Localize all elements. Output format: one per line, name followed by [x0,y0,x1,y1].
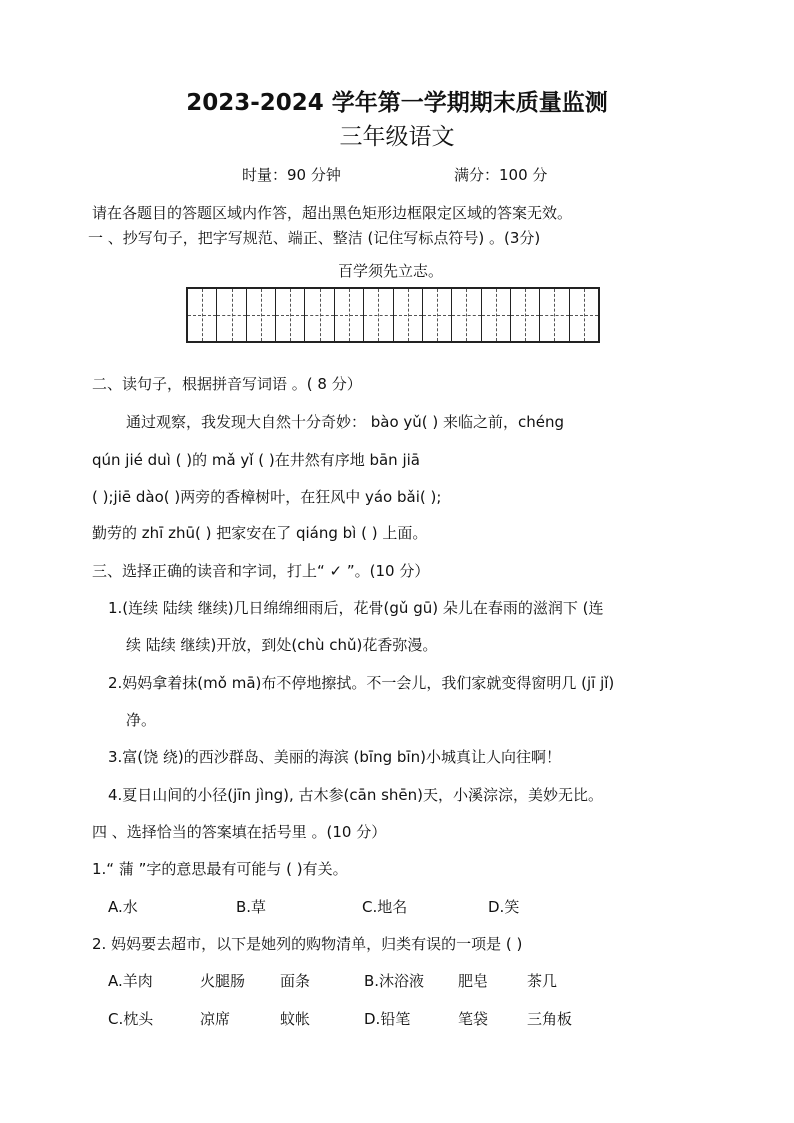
grid-cell[interactable] [305,289,334,341]
q2-heading: 二、读句子，根据拼音写词语 。( 8 分） [92,375,362,393]
grid-cell[interactable] [394,289,423,341]
grid-guide-vertical [378,289,379,341]
q4-2-d-item-1: D.铅笔 [364,1010,411,1028]
grid-cell[interactable] [335,289,364,341]
grid-cell[interactable] [188,289,217,341]
q3-item-2a: 2.妈妈拿着抹(mǒ mā)布不停地擦拭。不一会儿，我们家就变得窗明几 (jī jǐ) [108,674,615,692]
grid-guide-vertical [408,289,409,341]
q4-2-b-item-3: 茶几 [527,972,558,990]
grid-cell[interactable] [482,289,511,341]
q4-1-option-c: C.地名 [362,898,408,916]
grid-cell[interactable] [423,289,452,341]
q4-2-c-item-2: 凉席 [200,1010,231,1028]
grid-guide-vertical [584,289,585,341]
exam-title: 2023-2024 学年第一学期期末质量监测 [186,90,608,116]
grid-cell[interactable] [452,289,481,341]
q4-2-d-item-3: 三角板 [527,1010,573,1028]
exam-score: 满分：100 分 [454,166,548,184]
grid-guide-vertical [202,289,203,341]
q4-2-a-item-1: A.羊肉 [108,972,153,990]
q3-item-1b: 续 陆续 继续)开放，到处(chù chǔ)花香弥漫。 [126,636,438,654]
q2-line-4: 勤劳的 zhī zhū( ) 把家安在了 qiáng bì ( ) 上面。 [92,524,428,542]
writing-grid[interactable] [186,287,600,343]
q4-2-text: 2. 妈妈要去超市，以下是她列的购物清单，归类有误的一项是 ( ) [92,935,523,953]
q4-2-c-item-3: 蚊帐 [280,1010,311,1028]
q2-line-3: ( );jiē dào( )两旁的香樟树叶，在狂风中 yáo bǎi( ); [92,488,442,506]
q4-heading: 四 、选择恰当的答案填在括号里 。(10 分） [92,823,387,841]
q4-2-a-item-2: 火腿肠 [200,972,246,990]
grid-guide-vertical [437,289,438,341]
q4-2-b-item-2: 肥皂 [458,972,489,990]
q3-item-4: 4.夏日山间的小径(jīn jìng), 古木参(cān shēn)天，小溪淙淙，美妙无比。 [108,786,604,804]
q4-1-option-d: D.笑 [488,898,520,916]
q3-heading: 三、选择正确的读音和字词，打上“ ✓ ”。(10 分） [92,562,430,580]
grid-guide-vertical [466,289,467,341]
grid-guide-vertical [496,289,497,341]
q3-item-3: 3.富(饶 绕)的西沙群岛、美丽的海滨 (bīng bīn)小城真让人向往啊！ [108,748,561,766]
exam-subtitle: 三年级语文 [339,124,455,150]
q4-2-b-item-1: B.沐浴液 [364,972,425,990]
instruction-text: 请在各题目的答题区域内作答，超出黑色矩形边框限定区域的答案无效。 [92,204,573,222]
exam-time: 时量：90 分钟 [242,166,341,184]
q4-1-option-b: B.草 [236,898,267,916]
q4-1-option-a: A.水 [108,898,138,916]
q4-1-text: 1.“ 蒲 ”字的意思最有可能与 ( )有关。 [92,860,348,878]
grid-cell[interactable] [511,289,540,341]
q2-line-1: 通过观察，我发现大自然十分奇妙： bào yǔ( ) 来临之前，chéng [126,413,565,431]
q2-line-2: qún jié duì ( )的 mǎ yǐ ( )在井然有序地 bān jiā [92,451,420,469]
grid-cell[interactable] [570,289,598,341]
grid-guide-vertical [525,289,526,341]
grid-cell[interactable] [217,289,246,341]
grid-guide-vertical [349,289,350,341]
grid-guide-vertical [320,289,321,341]
q4-2-c-item-1: C.枕头 [108,1010,154,1028]
grid-guide-vertical [261,289,262,341]
q4-2-d-item-2: 笔袋 [458,1010,489,1028]
grid-guide-vertical [554,289,555,341]
grid-guide-vertical [232,289,233,341]
grid-cell[interactable] [540,289,569,341]
q1-heading: 一 、抄写句子，把字写规范、端正、整洁 (记住写标点符号) 。(3分) [88,229,541,247]
q1-sentence: 百学须先立志。 [338,262,444,280]
grid-guide-vertical [290,289,291,341]
q4-2-a-item-3: 面条 [280,972,311,990]
q3-item-2b: 净。 [126,711,157,729]
grid-cell[interactable] [364,289,393,341]
grid-cell[interactable] [247,289,276,341]
q3-item-1a: 1.(连续 陆续 继续)几日绵绵细雨后，花骨(gǔ gū) 朵儿在春雨的滋润下 (连 [108,599,604,617]
grid-cell[interactable] [276,289,305,341]
